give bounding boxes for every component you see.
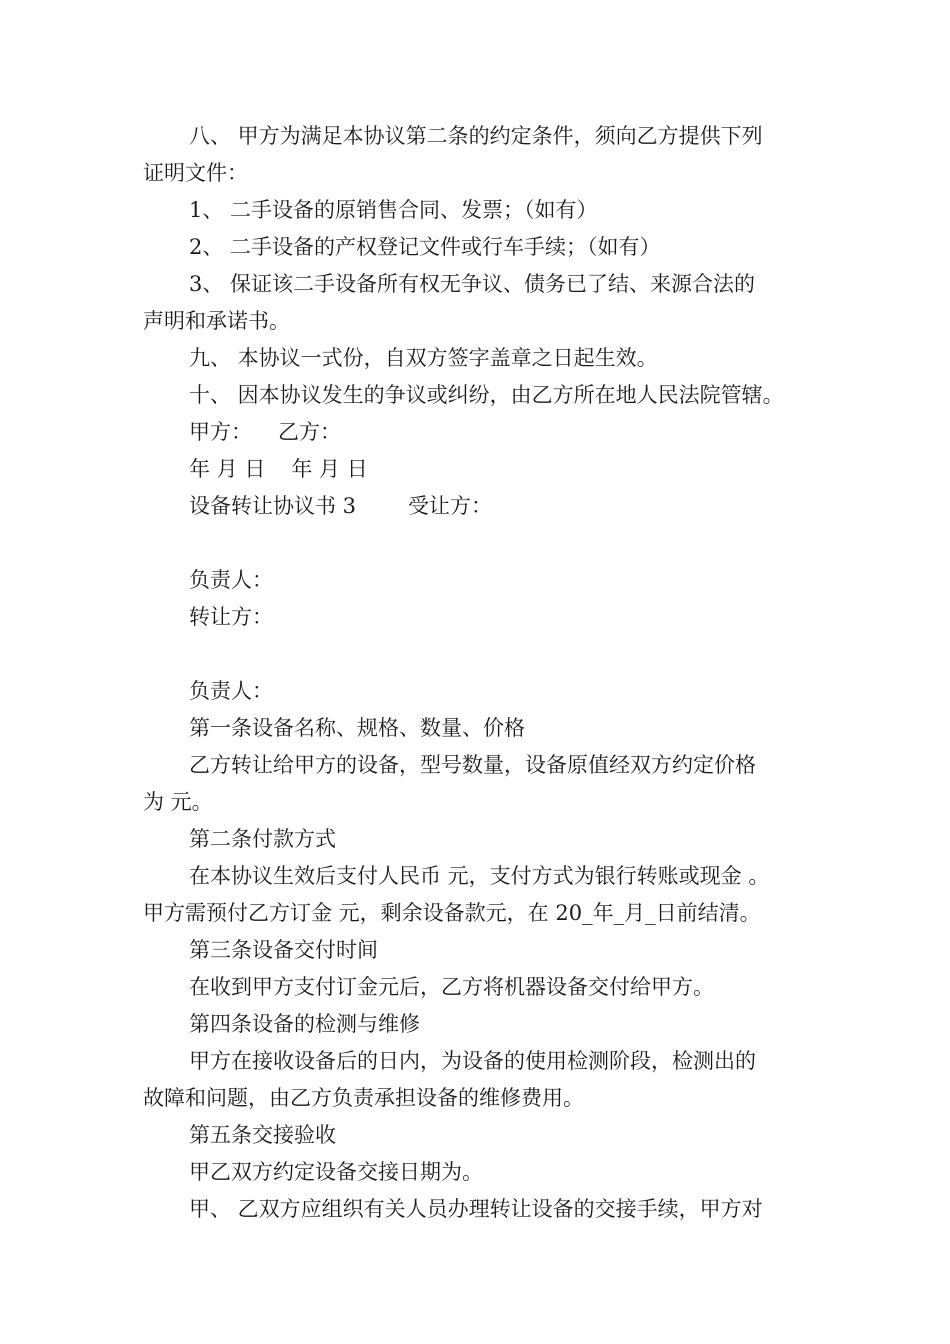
article-3-heading: 第三条设备交付时间 <box>189 938 378 962</box>
article-1-line2: 为 元。 <box>143 790 213 814</box>
party-a-label: 甲方： <box>189 420 252 444</box>
article-5-line2: 甲、 乙双方应组织有关人员办理转让设备的交接手续，甲方对 <box>189 1197 763 1221</box>
blank-line <box>143 525 809 562</box>
article-1-line1: 乙方转让给甲方的设备，型号数量，设备原值经双方约定价格 <box>189 753 756 777</box>
signature-line <box>143 414 809 451</box>
clause-8-line1: 八、 甲方为满足本协议第二条的约定条件，须向乙方提供下列 <box>189 124 763 148</box>
title-line <box>143 488 809 525</box>
item-3-line2: 声明和承诺书。 <box>143 309 290 333</box>
item-1: 1、 二手设备的原销售合同、发票；（如有） <box>189 198 598 222</box>
assignee-label: 受让方： <box>408 494 493 518</box>
date-a: 年 月 日 <box>189 457 266 481</box>
responsible-person-1: 负责人： <box>189 568 273 592</box>
date-line <box>143 451 809 488</box>
clause-10: 十、 因本协议发生的争议或纠纷，由乙方所在地人民法院管辖。 <box>189 383 784 407</box>
assignor-label: 转让方： <box>189 605 273 629</box>
responsible-person-2: 负责人： <box>189 679 273 703</box>
item-3-line1: 3、 保证该二手设备所有权无争议、债务已了结、来源合法的 <box>189 272 756 296</box>
article-5-line1: 甲乙双方约定设备交接日期为。 <box>189 1160 483 1184</box>
article-4-line1: 甲方在接收设备后的日内，为设备的使用检测阶段，检测出的 <box>189 1049 756 1073</box>
document-body <box>143 118 809 1228</box>
clause-8-line2: 证明文件： <box>143 161 248 185</box>
party-b-label: 乙方： <box>278 420 341 444</box>
article-3-line1: 在收到甲方支付订金元后，乙方将机器设备交付给甲方。 <box>189 975 714 999</box>
article-2-heading: 第二条付款方式 <box>189 827 336 851</box>
article-5-heading: 第五条交接验收 <box>189 1123 336 1147</box>
article-4-line2: 故障和问题，由乙方负责承担设备的维修费用。 <box>143 1086 584 1110</box>
document-title: 设备转让协议书 3 <box>189 494 357 518</box>
date-b: 年 月 日 <box>291 457 368 481</box>
article-2-line2: 甲方需预付乙方订金 元，剩余设备款元，在 20_年_月_日前结清。 <box>143 901 761 925</box>
article-2-line1: 在本协议生效后支付人民币 元，支付方式为银行转账或现金 。 <box>189 864 770 888</box>
article-1-heading: 第一条设备名称、规格、数量、价格 <box>189 716 525 740</box>
blank-line <box>143 636 809 673</box>
item-2: 2、 二手设备的产权登记文件或行车手续；（如有） <box>189 235 661 259</box>
article-4-heading: 第四条设备的检测与维修 <box>189 1012 420 1036</box>
clause-9: 九、 本协议一式份，自双方签字盖章之日起生效。 <box>189 346 658 370</box>
